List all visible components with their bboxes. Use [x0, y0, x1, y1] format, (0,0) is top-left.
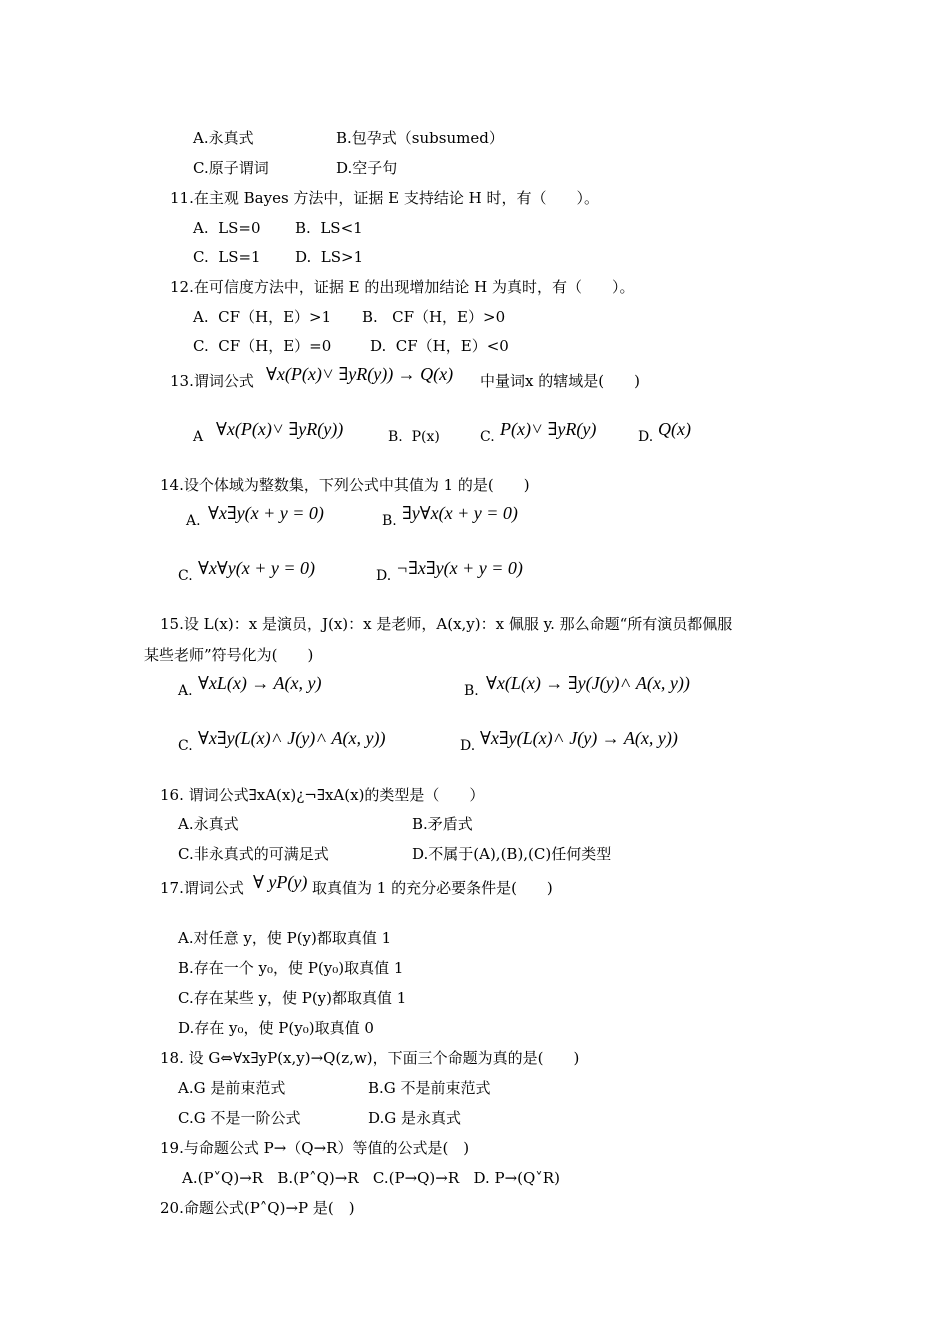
- q10-option-a: A.永真式: [193, 129, 254, 147]
- q15-stem-line2: 某些老师”符号化为( ): [144, 646, 314, 664]
- q18-option-c: C.G 不是一阶公式: [178, 1109, 301, 1127]
- q17-option-d: D.存在 y₀，使 P(y₀)取真值 0: [178, 1019, 374, 1037]
- q15-option-b-formula: ∀x(L(x) → ∃y(J(y)˄ A(x, y)): [486, 673, 690, 693]
- q11-option-a: A. LS=0: [193, 219, 261, 237]
- q15-option-d-label: D.: [460, 738, 476, 754]
- q14-option-c-label: C.: [178, 568, 193, 584]
- q11-option-c: C. LS=1: [193, 248, 261, 266]
- q10-option-c: C.原子谓词: [193, 159, 269, 177]
- q16-stem: 16. 谓词公式∃xA(x)¿¬∃xA(x)的类型是（ ）: [160, 786, 485, 804]
- q12-stem: 12.在可信度方法中，证据 E 的出现增加结论 H 为真时，有（ ）。: [170, 278, 635, 296]
- q13-option-c-label: C.: [480, 429, 495, 445]
- q12-option-b: B. CF（H，E）>0: [362, 308, 506, 326]
- q13-option-d-formula: Q(x): [658, 419, 691, 439]
- q14-option-a-label: A.: [186, 513, 201, 529]
- q12-option-c: C. CF（H，E）=0: [193, 337, 332, 355]
- q18-option-d: D.G 是永真式: [368, 1109, 462, 1127]
- q10-option-b: B.包孕式（subsumed）: [336, 129, 504, 147]
- q18-option-a: A.G 是前束范式: [178, 1079, 286, 1097]
- q17-option-c: C.存在某些 y，使 P(y)都取真值 1: [178, 989, 407, 1007]
- q11-stem: 11.在主观 Bayes 方法中，证据 E 支持结论 H 时，有（ ）。: [170, 189, 600, 207]
- q17-stem-suffix: 取真值为 1 的充分必要条件是( ): [312, 879, 553, 897]
- q14-option-a-formula: ∀x∃y(x + y = 0): [208, 503, 324, 523]
- q13-option-c-formula: P(x)˅ ∃yR(y): [500, 419, 597, 439]
- q16-option-d: D.不属于(A),(B),(C)任何类型: [412, 845, 612, 863]
- q15-option-d-formula: ∀x∃y(L(x)˄ J(y) → A(x, y)): [480, 728, 678, 748]
- q14-option-d-label: D.: [376, 568, 392, 584]
- q19-options: A.(P˅Q)→R B.(P˄Q)→R C.(P→Q)→R D. P→(Q˅R): [182, 1169, 560, 1187]
- q16-option-c: C.非永真式的可满足式: [178, 845, 329, 863]
- q14-option-b-label: B.: [382, 513, 397, 529]
- q16-option-a: A.永真式: [178, 815, 239, 833]
- q17-stem-prefix: 17.谓词公式: [160, 879, 244, 897]
- q20-stem: 20.命题公式(P˄Q)→P 是( ): [160, 1199, 355, 1217]
- q19-stem: 19.与命题公式 P→（Q→R）等值的公式是( ): [160, 1139, 470, 1157]
- q15-stem-line1: 15.设 L(x)：x 是演员，J(x)：x 是老师，A(x,y)：x 佩服 y. 那么命题“所有演员都佩服: [160, 615, 733, 633]
- q10-option-d: D.空子句: [336, 159, 398, 177]
- q15-option-c-label: C.: [178, 738, 193, 754]
- q13-option-a-label: A: [193, 429, 204, 445]
- q17-option-b: B.存在一个 y₀，使 P(y₀)取真值 1: [178, 959, 404, 977]
- q12-option-a: A. CF（H，E）>1: [193, 308, 332, 326]
- q13-option-b: B. P(x): [388, 429, 440, 445]
- q11-option-b: B. LS<1: [295, 219, 363, 237]
- q15-option-b-label: B.: [464, 683, 479, 699]
- q12-option-d: D. CF（H，E）<0: [370, 337, 509, 355]
- q17-option-a: A.对任意 y，使 P(y)都取真值 1: [178, 929, 392, 947]
- q14-option-d-formula: ¬∃x∃y(x + y = 0): [396, 558, 523, 578]
- q18-option-b: B.G 不是前束范式: [368, 1079, 491, 1097]
- q17-formula: ∀ yP(y): [253, 872, 308, 892]
- q14-stem: 14.设个体域为整数集，下列公式中其值为 1 的是( ): [160, 476, 530, 494]
- q13-option-d-label: D.: [638, 429, 654, 445]
- q13-option-a-formula: ∀x(P(x)˅ ∃yR(y)): [216, 419, 344, 439]
- q13-formula: ∀x(P(x)˅ ∃yR(y)) → Q(x): [266, 364, 454, 384]
- q11-option-d: D. LS>1: [295, 248, 364, 266]
- q13-stem-suffix: 中量词x 的辖域是( ): [480, 372, 640, 390]
- q15-option-a-formula: ∀xL(x) → A(x, y): [198, 673, 322, 693]
- q18-stem: 18. 设 G⇔∀x∃yP(x,y)→Q(z,w)，下面三个命题为真的是( ): [160, 1049, 580, 1067]
- q15-option-a-label: A.: [178, 683, 193, 699]
- q16-option-b: B.矛盾式: [412, 815, 473, 833]
- q15-option-c-formula: ∀x∃y(L(x)˄ J(y)˄ A(x, y)): [198, 728, 386, 748]
- q14-option-c-formula: ∀x∀y(x + y = 0): [198, 558, 315, 578]
- q13-stem-prefix: 13.谓词公式: [170, 372, 254, 390]
- q14-option-b-formula: ∃y∀x(x + y = 0): [402, 503, 518, 523]
